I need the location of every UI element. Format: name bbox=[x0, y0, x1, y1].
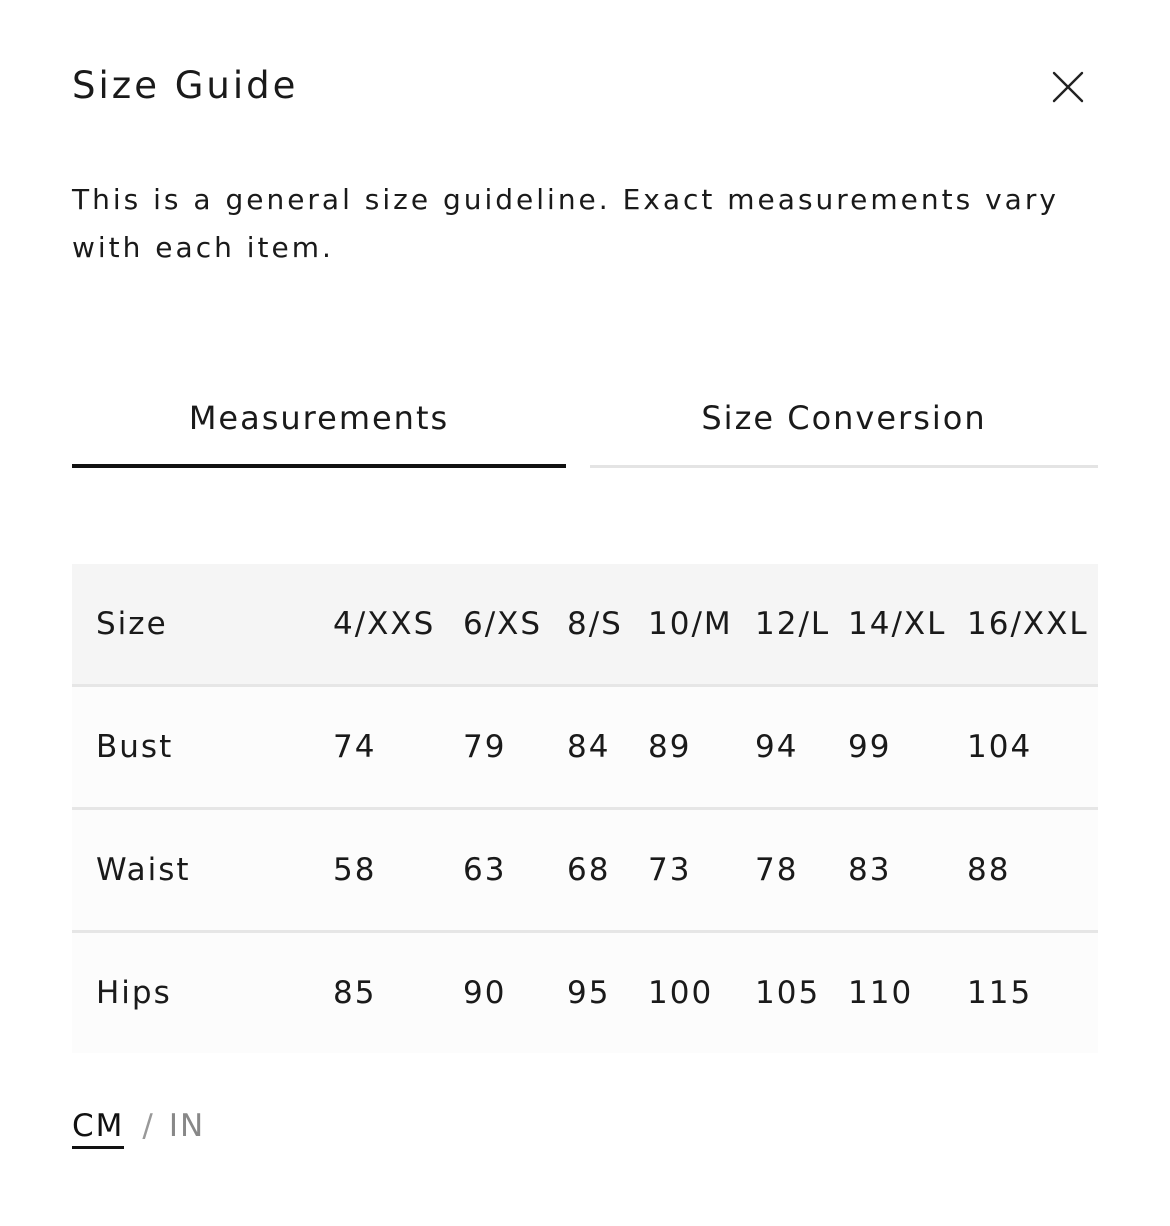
table-cell: 79 bbox=[463, 729, 507, 765]
table-row bbox=[72, 932, 1098, 1054]
table-cell: 89 bbox=[648, 729, 692, 765]
table-cell: 94 bbox=[755, 729, 799, 765]
table-row bbox=[72, 809, 1098, 932]
table-cell: 104 bbox=[967, 729, 1033, 765]
unit-separator: / bbox=[142, 1108, 155, 1144]
modal-title: Size Guide bbox=[72, 64, 299, 107]
table-cell: 90 bbox=[463, 975, 507, 1011]
table-cell: 88 bbox=[967, 852, 1011, 888]
tab-measurements[interactable]: Measurements bbox=[72, 388, 566, 468]
table-header-cell: Size bbox=[96, 606, 168, 642]
table-header-cell: 4/XXS bbox=[333, 606, 436, 642]
tab-size-conversion[interactable]: Size Conversion bbox=[590, 388, 1098, 468]
tab-bar bbox=[72, 388, 1098, 468]
table-cell: 95 bbox=[567, 975, 611, 1011]
row-label-waist: Waist bbox=[96, 852, 191, 888]
table-cell: 78 bbox=[755, 852, 799, 888]
close-icon bbox=[1044, 63, 1092, 111]
table-cell: 83 bbox=[848, 852, 892, 888]
table-cell: 74 bbox=[333, 729, 377, 765]
table-header-cell: 6/XS bbox=[463, 606, 543, 642]
table-cell: 58 bbox=[333, 852, 377, 888]
table-header-cell: 12/L bbox=[755, 606, 831, 642]
table-cell: 68 bbox=[567, 852, 611, 888]
row-label-bust: Bust bbox=[96, 729, 174, 765]
table-header-cell: 10/M bbox=[648, 606, 733, 642]
unit-toggle bbox=[72, 1104, 205, 1149]
row-label-hips: Hips bbox=[96, 975, 172, 1011]
table-cell: 115 bbox=[967, 975, 1033, 1011]
size-guide-description: This is a general size guideline. Exact measurements vary with each item. bbox=[72, 183, 1059, 264]
table-cell: 63 bbox=[463, 852, 507, 888]
table-header-cell: 8/S bbox=[567, 606, 623, 642]
table-cell: 84 bbox=[567, 729, 611, 765]
table-header-row bbox=[72, 564, 1098, 686]
table-cell: 105 bbox=[755, 975, 821, 1011]
table-cell: 73 bbox=[648, 852, 692, 888]
table-cell: 85 bbox=[333, 975, 377, 1011]
table-header-cell: 16/XXL bbox=[967, 606, 1089, 642]
unit-in-button[interactable]: IN bbox=[168, 1108, 206, 1144]
unit-cm-button[interactable]: CM bbox=[72, 1106, 124, 1149]
table-cell: 110 bbox=[848, 975, 914, 1011]
table-cell: 99 bbox=[848, 729, 892, 765]
table-header-cell: 14/XL bbox=[848, 606, 947, 642]
table-row bbox=[72, 686, 1098, 809]
measurements-table bbox=[72, 564, 1098, 1053]
close-button[interactable] bbox=[1044, 63, 1092, 111]
table-cell: 100 bbox=[648, 975, 714, 1011]
